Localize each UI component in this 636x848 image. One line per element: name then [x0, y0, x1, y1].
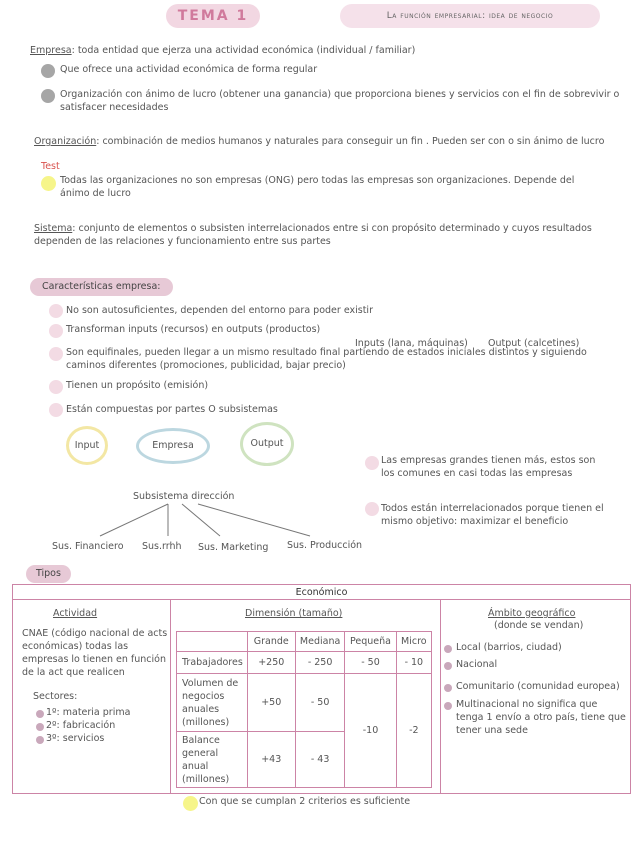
- sistema-definition: Sistema: conjunto de elementos o subsisten interrelacionados entre si con propósito determinado y cuyos resultados dependen de las relaciones y funcionamiento entre sus partes: [34, 223, 592, 247]
- bullet-dot-icon: [444, 702, 452, 710]
- table-cell: +250: [247, 652, 295, 674]
- input-node: Input: [66, 426, 108, 465]
- empresa-bullet-2: Organización con ánimo de lucro (obtener una ganancia) que proporciona bienes y servicios con el fin de sobrevivir o satisfacer necesidades: [60, 89, 620, 113]
- ambito-title: Ámbito geográfico: [488, 608, 576, 619]
- bullet-dot-icon: [36, 736, 44, 744]
- empresa-node: Empresa: [136, 428, 210, 464]
- dimension-title: Dimensión (tamaño): [245, 608, 343, 619]
- actividad-title: Actividad: [53, 608, 98, 619]
- economico-title: Económico: [295, 587, 348, 598]
- organizacion-definition: Organización: combinación de medios humanos y naturales para conseguir un fin . Pueden ser con o sin ánimo de lucro: [34, 136, 605, 147]
- actividad-text: CNAE (código nacional de acts económicas) todas las empresas lo tienen en función de la act que realicen: [22, 628, 168, 678]
- sector-1: 1º: materia prima: [46, 707, 131, 718]
- column-divider: [170, 599, 171, 793]
- caracteristicas-heading: Características empresa:: [30, 278, 173, 296]
- empresa-definition: Empresa: toda entidad que ejerza una actividad económica (individual / familiar): [30, 45, 416, 56]
- table-cell-merged: -2: [396, 674, 431, 788]
- bullet-dot-icon: [36, 723, 44, 731]
- organizacion-term: Organización: [34, 136, 97, 147]
- sus-financiero: Sus. Financiero: [52, 541, 124, 552]
- table-cell: - 50: [345, 652, 396, 674]
- column-divider: [440, 599, 441, 793]
- topic-title: TEMA 1: [166, 4, 260, 28]
- table-cell: - 250: [295, 652, 344, 674]
- sus-marketing: Sus. Marketing: [198, 542, 269, 553]
- caracteristica-1: No son autosuficientes, dependen del entorno para poder existir: [66, 305, 373, 316]
- table-cell-merged: -10: [345, 674, 396, 788]
- diagram-note-1: Las empresas grandes tienen más, estos son los comunes en casi todas las empresas: [381, 455, 596, 479]
- organizacion-note: Todas las organizaciones no son empresas (ONG) pero todas las empresas son organizaciones. Depende del ánimo de lucro: [60, 175, 575, 199]
- bullet-dot-icon: [444, 684, 452, 692]
- ambito-item-3: Comunitario (comunidad europea): [456, 681, 620, 692]
- subsistema-direccion: Subsistema dirección: [133, 491, 235, 502]
- dimension-table: [176, 631, 432, 788]
- empresa-bullet-1: Que ofrece una actividad económica de forma regular: [60, 64, 318, 75]
- table-row: [177, 652, 432, 674]
- bullet-dot-icon: [365, 456, 379, 470]
- caracteristica-4: Tienen un propósito (emisión): [66, 380, 209, 391]
- caracteristica-5: Están compuestas por partes O subsistemas: [66, 404, 278, 415]
- table-cell: - 10: [396, 652, 431, 674]
- criterios-note: Con que se cumplan 2 criterios es suficiente: [199, 796, 411, 807]
- table-cell: +43: [247, 732, 295, 788]
- sector-2: 2º: fabricación: [46, 720, 116, 731]
- sistema-term: Sistema: [34, 223, 73, 234]
- sus-produccion: Sus. Producción: [287, 540, 363, 551]
- row-label: Volumen de negocios anuales (millones): [177, 674, 248, 732]
- ambito-item-2: Nacional: [456, 659, 498, 670]
- bullet-dot-icon: [444, 645, 452, 653]
- column-header: Mediana: [295, 632, 344, 652]
- output-node: Output: [240, 422, 294, 466]
- ambito-subtitle: (donde se vendan): [494, 620, 584, 631]
- topic-subtitle: La función empresarial: idea de negocio: [340, 4, 600, 28]
- column-header: Pequeña: [345, 632, 396, 652]
- highlight-dot-icon: [183, 796, 198, 811]
- empresa-term: Empresa: [30, 45, 72, 56]
- caracteristica-3: Son equifinales, pueden llegar a un mismo resultado final partiendo de estados iniciales distintos y siguiendo caminos diferentes (promociones, publicidad, bajar precio): [66, 347, 587, 371]
- caracteristica-2: Transforman inputs (recursos) en outputs (productos): [66, 324, 321, 335]
- test-label: Test: [41, 161, 60, 172]
- sector-3: 3º: servicios: [46, 733, 105, 744]
- output-note: Output (calcetines): [488, 338, 580, 349]
- table-row: [177, 674, 432, 732]
- ambito-item-4: Multinacional no significa que tenga 1 envío a otro país, tiene que tener una sede: [456, 699, 626, 736]
- bullet-dot-icon: [36, 710, 44, 718]
- connector-line: [100, 504, 168, 536]
- inputs-note: Inputs (lana, máquinas): [355, 338, 468, 349]
- diagram-note-2: Todos están interrelacionados porque tienen el mismo objetivo: maximizar el beneficio: [381, 503, 604, 527]
- sectores-label: Sectores:: [33, 691, 78, 702]
- row-label: Trabajadores: [177, 652, 248, 674]
- column-header: Micro: [396, 632, 431, 652]
- table-cell: +50: [247, 674, 295, 732]
- column-header: Grande: [247, 632, 295, 652]
- sus-rrhh: Sus.rrhh: [142, 541, 182, 552]
- ambito-item-1: Local (barrios, ciudad): [456, 642, 562, 653]
- row-label: Balance general anual (millones): [177, 732, 248, 788]
- bullet-dot-icon: [444, 662, 452, 670]
- table-cell: - 43: [295, 732, 344, 788]
- bullet-dot-icon: [365, 502, 379, 516]
- tipos-heading: Tipos: [26, 565, 71, 583]
- table-corner: [177, 632, 248, 652]
- table-header-row: [177, 632, 432, 652]
- table-cell: - 50: [295, 674, 344, 732]
